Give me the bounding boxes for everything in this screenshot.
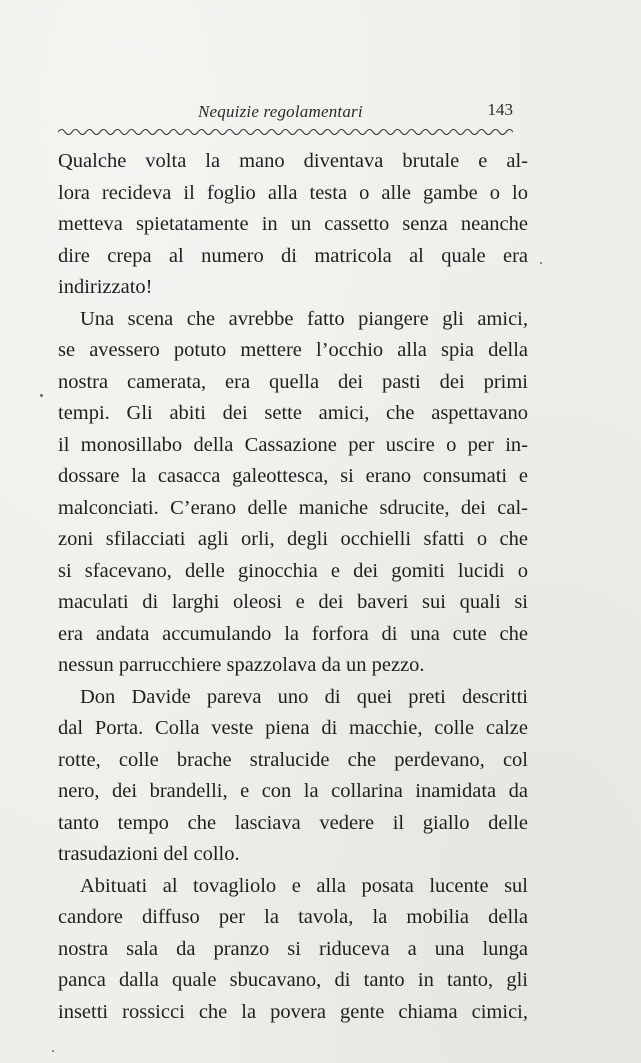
paper-speck — [540, 262, 542, 264]
text-line: era andata accumulando la forfora di una cute che — [58, 622, 528, 645]
page-number: 143 — [487, 100, 513, 119]
text-line: rotte, colle brache stralucide che perdevano, col — [58, 748, 528, 771]
text-line: maculati di larghi oleosi e dei baveri sui quali si — [58, 591, 528, 613]
text-line: nero, dei brandelli, e con la collarina inamidata da — [58, 780, 528, 802]
text-line: se avessero potuto mettere l’occhio alla spia della — [58, 339, 528, 361]
text-line: metteva spietatamente in un cassetto senza neanche — [58, 213, 528, 235]
paragraph-start-line: Abituati al tovagliolo e alla posata lucente sul — [80, 874, 528, 897]
paragraph-start-line: Don Davide pareva uno di quei preti descritti — [80, 685, 528, 708]
running-title: Nequizie regolamentari — [198, 102, 363, 121]
paper-speck — [40, 394, 43, 397]
paper-speck — [52, 1050, 54, 1052]
text-line: tanto tempo che lasciava vedere il giallo delle — [58, 811, 528, 834]
running-header — [58, 96, 513, 126]
text-line: panca dalla quale sbucavano, di tanto in tanto, gli — [58, 969, 528, 991]
body-text — [58, 146, 528, 1028]
text-line: zoni sfilacciati agli orli, degli occhielli sfatti o che — [58, 528, 528, 550]
text-line: tempi. Gli abiti dei sette amici, che aspettavano — [58, 402, 528, 424]
paragraph-start-line: Una scena che avrebbe fatto piangere gli amici, — [80, 307, 528, 330]
text-line: il monosillabo della Cassazione per uscire o per in- — [58, 433, 528, 456]
text-line: trasudazioni del collo. — [58, 843, 240, 865]
text-line: nessun parrucchiere spazzolava da un pezzo. — [58, 654, 425, 676]
text-line: dal Porta. Colla veste piena di macchie, colle calze — [58, 717, 528, 739]
text-line: dire crepa al numero di matricola al quale era — [58, 244, 528, 267]
text-line: Qualche volta la mano diventava brutale e al- — [58, 150, 528, 172]
text-line: si sfacevano, delle ginocchia e dei gomiti lucidi o — [58, 559, 528, 582]
text-line: candore diffuso per la tavola, la mobilia della — [58, 906, 528, 928]
text-line: insetti rossicci che la povera gente chiama cimici, — [58, 1000, 528, 1023]
text-line: dossare la casacca galeottesca, si erano consumati e — [58, 465, 528, 487]
text-line: nostra sala da pranzo si riduceva a una lunga — [58, 937, 528, 960]
wavy-rule-divider — [58, 127, 513, 137]
text-line: indirizzato! — [58, 276, 153, 298]
text-line: malconciati. C’erano delle maniche sdrucite, dei cal- — [58, 496, 528, 519]
text-line: nostra camerata, era quella dei pasti dei primi — [58, 370, 528, 393]
text-line: lora recideva il foglio alla testa o alle gambe o lo — [58, 181, 528, 204]
